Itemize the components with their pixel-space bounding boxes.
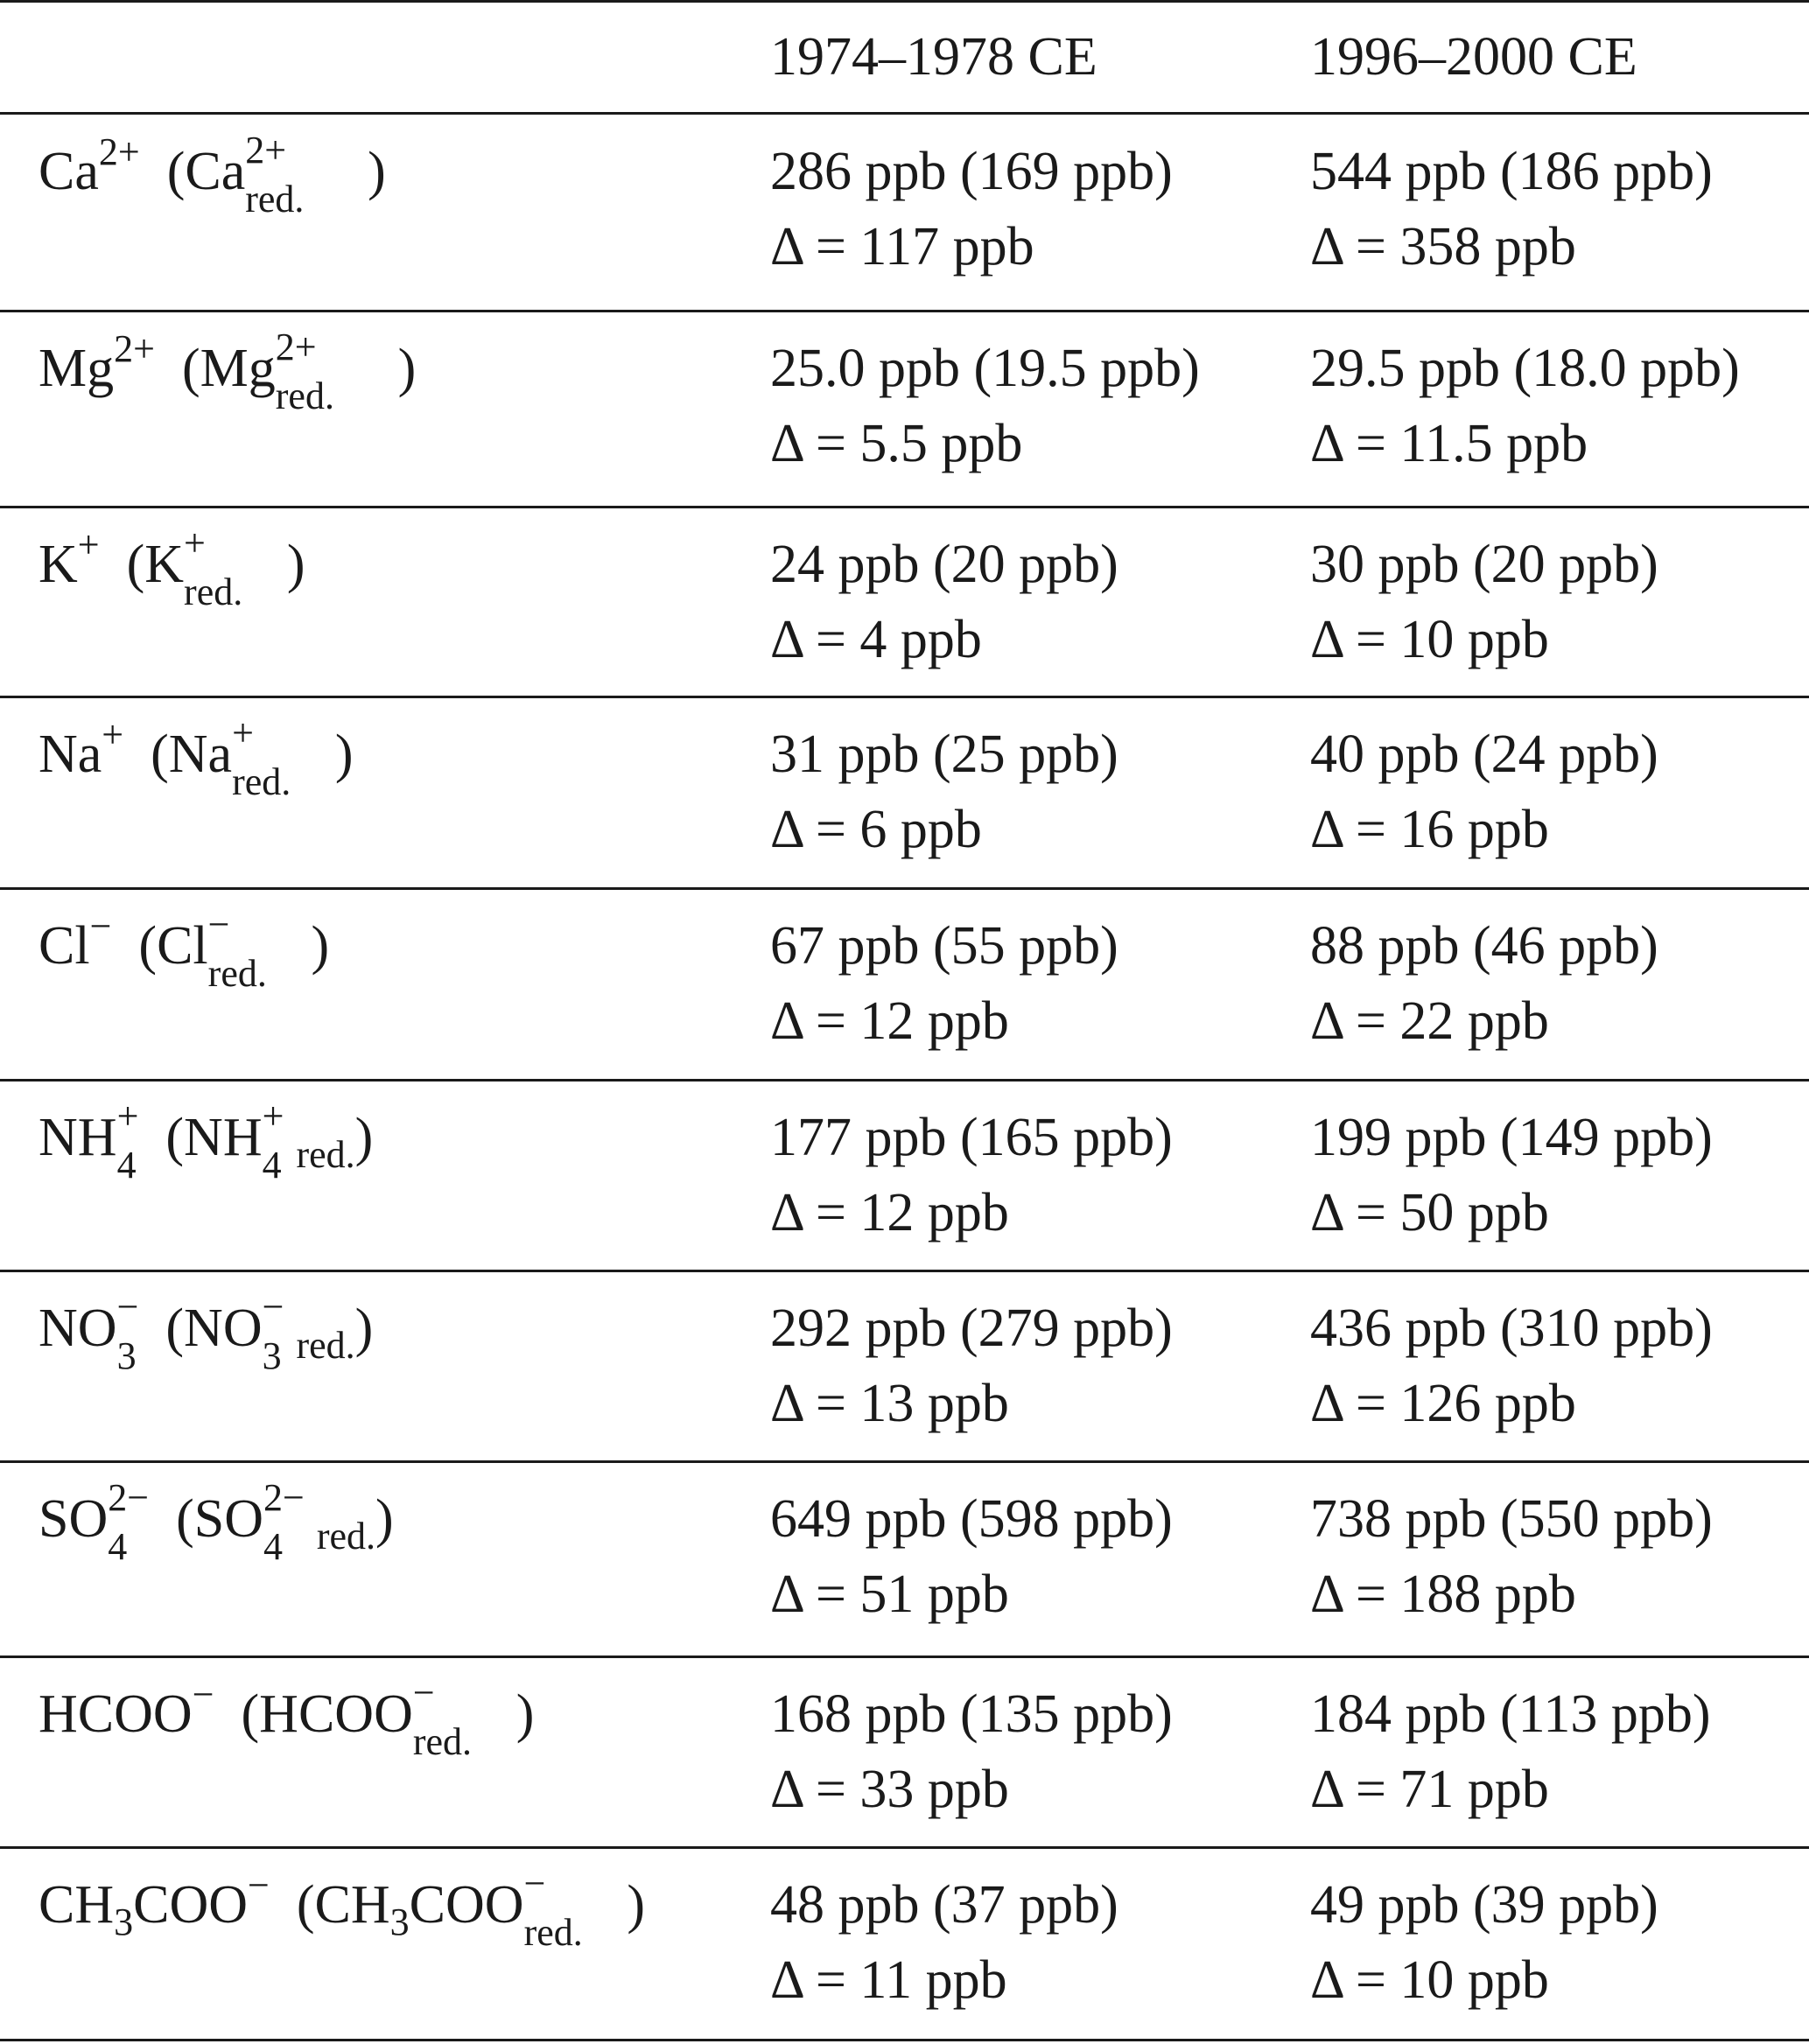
concentration-value: 168 ppb (135 ppb) [770,1684,1173,1744]
ion-red-symbol: Na [168,724,233,784]
ion-red-charge-group-charge: − [207,903,230,946]
ion-red-charge-group-subscript: red. [275,374,334,417]
ion-label: HCOO− (HCOO − red. ) [39,1671,535,1763]
ion-red-charge-group-charge: 2+ [245,129,287,172]
row-rule [0,1270,1809,1272]
value-cell-1996-2000 [1310,1100,1713,1250]
ion-prefix: CH [39,1875,115,1935]
ion-charge-group-subscript: 4 [116,1144,137,1186]
concentration-value: 738 ppb (550 ppb) [1310,1489,1713,1549]
delta-value: Δ = 16 ppb [1310,800,1549,859]
ion-label: $Mg^{2+}$ (Mg 2+ red. ) [39,326,417,417]
ion-charge-group-subscript: 3 [116,1334,137,1377]
ion-label: NH + 4 (NH + 4 $_{red.}$) [39,1095,374,1186]
ion-prefix-subscript: 3 [114,1900,134,1943]
row-rule [0,310,1809,312]
concentration-value: 29.5 ppb (18.0 ppb) [1310,339,1740,398]
value-cell-1974-1978 [770,1291,1173,1441]
ion-symbol: Ca [39,142,99,201]
ion-symbol: HCOO [39,1684,193,1744]
ion-red-charge-group [262,1285,284,1377]
ion-red-charge-group-charge: + [184,522,206,564]
ion-red-charge-group [245,129,305,220]
ion-red-symbol: NH [184,1108,263,1167]
value-cell-1996-2000 [1310,134,1713,284]
ion-red-charge-group [262,1095,284,1186]
value-cell-1996-2000 [1310,717,1658,867]
row-rule [0,696,1809,698]
ion-red-tag: red. [316,1515,376,1558]
ion-label: Cl− (Cl − red. ) [39,903,330,995]
ion-symbol: SO [39,1489,109,1549]
ion-label: Na+ (Na + red. ) [39,711,354,803]
ion-charge: − [248,1864,270,1907]
concentration-value: 184 ppb (113 ppb) [1310,1684,1711,1744]
delta-value: Δ = 358 ppb [1310,217,1576,276]
ion-label: SO 2− 4 (SO 2− 4 $_{red.}$) [39,1476,394,1568]
ion-red-tag: red. [296,1324,355,1367]
concentration-value: 25.0 ppb (19.5 ppb) [770,339,1200,398]
delta-value: Δ = 13 ppb [770,1374,1009,1433]
ion-charge-group [116,1285,139,1377]
ion-red-charge-group [523,1862,583,1954]
delta-value: Δ = 51 ppb [770,1564,1009,1624]
value-cell-1974-1978 [770,1867,1118,2018]
ion-charge: 2+ [114,327,155,370]
row-rule [0,1846,1809,1849]
value-cell-1974-1978 [770,717,1118,867]
delta-value: Δ = 12 ppb [770,991,1009,1051]
ion-label: K+ (K + red. ) [39,522,305,613]
row-rule [0,506,1809,508]
value-cell-1974-1978 [770,527,1118,677]
delta-value: Δ = 11.5 ppb [1310,414,1588,473]
ion-red-charge-group-subscript: 3 [262,1334,282,1377]
ion-red-charge-group-charge: + [262,1095,284,1138]
ion-red-charge-group [207,903,267,995]
ion-red-symbol: COO [409,1875,524,1935]
ion-red-prefix: CH [314,1875,390,1935]
ion-charge: + [77,523,100,566]
ion-symbol: NH [39,1108,117,1167]
ion-red-symbol: HCOO [259,1684,413,1744]
ion-charge-group-charge: − [116,1285,139,1328]
delta-value: Δ = 10 ppb [1310,610,1549,669]
concentration-value: 24 ppb (20 ppb) [770,535,1118,594]
concentration-value: 48 ppb (37 ppb) [770,1875,1118,1935]
ion-red-symbol: SO [193,1489,264,1549]
header-bottom-rule [0,112,1809,115]
concentration-value: 40 ppb (24 ppb) [1310,724,1658,784]
ion-symbol: COO [133,1875,249,1935]
ion-red-charge-group [412,1671,473,1763]
concentration-value: 88 ppb (46 ppb) [1310,916,1658,976]
ion-charge-group [108,1476,150,1568]
header-col-1974-1978: 1974–1978 CE [770,27,1097,87]
ion-charge-group [116,1095,139,1186]
delta-value: Δ = 33 ppb [770,1760,1009,1819]
concentration-value: 292 ppb (279 ppb) [770,1298,1173,1358]
value-cell-1974-1978 [770,1676,1173,1827]
delta-value: Δ = 12 ppb [770,1183,1009,1242]
ion-symbol: Cl [39,916,90,976]
delta-value: Δ = 11 ppb [770,1950,1007,2010]
ion-symbol: NO [39,1298,117,1358]
ion-charge-group-subscript: 4 [108,1525,128,1568]
delta-value: Δ = 10 ppb [1310,1950,1549,2010]
row-rule [0,2039,1809,2041]
delta-value: Δ = 6 ppb [770,800,982,859]
ion-red-tag: red. [296,1133,355,1176]
delta-value: Δ = 5.5 ppb [770,414,1023,473]
ion-red-symbol: Mg [200,339,276,398]
ion-charge: + [102,713,124,756]
concentration-value: 199 ppb (149 ppb) [1310,1108,1713,1167]
ion-red-charge-group-charge: − [523,1862,546,1905]
ion-red-charge-group-charge: − [412,1671,435,1714]
concentration-value: 31 ppb (25 ppb) [770,724,1118,784]
ion-symbol: Mg [39,339,115,398]
concentration-value: 544 ppb (186 ppb) [1310,142,1713,201]
delta-value: Δ = 71 ppb [1310,1760,1549,1819]
ion-charge: − [192,1673,214,1716]
value-cell-1996-2000 [1310,908,1658,1059]
ion-label: NO − 3 (NO − 3 $_{red.}$) [39,1285,374,1377]
ion-label: $Ca^{2+}$ (Ca 2+ red. ) [39,129,386,220]
value-cell-1974-1978 [770,908,1118,1059]
ion-label: $CH_3COO^-$ ($CH_3COO$ − red. ) [39,1862,646,1954]
delta-value: Δ = 50 ppb [1310,1183,1549,1242]
delta-value: Δ = 4 ppb [770,610,982,669]
row-rule [0,887,1809,890]
ion-red-charge-group [232,711,291,803]
ion-red-charge-group-subscript: red. [523,1911,583,1954]
concentration-value: 49 ppb (39 ppb) [1310,1875,1658,1935]
ion-red-prefix-subscript: 3 [389,1900,410,1943]
ion-red-charge-group-subscript: 4 [262,1144,282,1186]
concentration-value: 436 ppb (310 ppb) [1310,1298,1713,1358]
concentration-value: 649 ppb (598 ppb) [770,1489,1173,1549]
value-cell-1996-2000 [1310,1676,1711,1827]
ion-red-symbol: Cl [157,916,208,976]
ion-red-symbol: K [144,535,185,594]
table-top-rule [0,0,1809,3]
ion-red-charge-group-subscript: 4 [263,1525,284,1568]
ion-charge-group-charge: 2− [108,1476,150,1519]
ion-red-charge-group [263,1476,305,1568]
ion-red-charge-group-subscript: red. [245,178,305,220]
delta-value: Δ = 117 ppb [770,217,1034,276]
concentration-value: 30 ppb (20 ppb) [1310,535,1658,594]
concentration-value: 177 ppb (165 ppb) [770,1108,1173,1167]
value-cell-1996-2000 [1310,1867,1658,2018]
value-cell-1974-1978 [770,1100,1173,1250]
ion-charge: − [89,905,112,948]
row-rule [0,1460,1809,1463]
ion-charge-group-charge: + [116,1095,139,1138]
value-cell-1996-2000 [1310,527,1658,677]
value-cell-1974-1978 [770,331,1200,481]
concentration-value: 67 ppb (55 ppb) [770,916,1118,976]
value-cell-1974-1978 [770,134,1173,284]
value-cell-1996-2000 [1310,331,1740,481]
ion-red-charge-group [275,326,334,417]
ion-charge: 2+ [98,130,140,173]
ion-symbol: K [39,535,78,594]
value-cell-1974-1978 [770,1481,1173,1632]
ion-red-charge-group-charge: 2+ [275,326,317,368]
row-rule [0,1079,1809,1082]
ion-red-charge-group-charge: − [262,1285,284,1328]
ion-red-charge-group-subscript: red. [184,570,243,613]
delta-value: Δ = 126 ppb [1310,1374,1576,1433]
delta-value: Δ = 188 ppb [1310,1564,1576,1624]
ion-red-charge-group-subscript: red. [207,952,267,995]
ion-red-charge-group-subscript: red. [412,1720,473,1763]
ion-red-symbol: Ca [185,142,246,201]
value-cell-1996-2000 [1310,1481,1713,1632]
ion-red-charge-group-charge: 2− [263,1476,305,1519]
header-col-1996-2000: 1996–2000 CE [1310,27,1637,87]
ion-red-symbol: NO [184,1298,263,1358]
value-cell-1996-2000 [1310,1291,1713,1441]
row-rule [0,1656,1809,1658]
concentration-value: 286 ppb (169 ppb) [770,142,1173,201]
ion-red-charge-group [184,522,243,613]
ion-symbol: Na [39,724,102,784]
delta-value: Δ = 22 ppb [1310,991,1549,1051]
ion-red-charge-group-charge: + [232,711,254,754]
ion-red-charge-group-subscript: red. [232,760,291,803]
